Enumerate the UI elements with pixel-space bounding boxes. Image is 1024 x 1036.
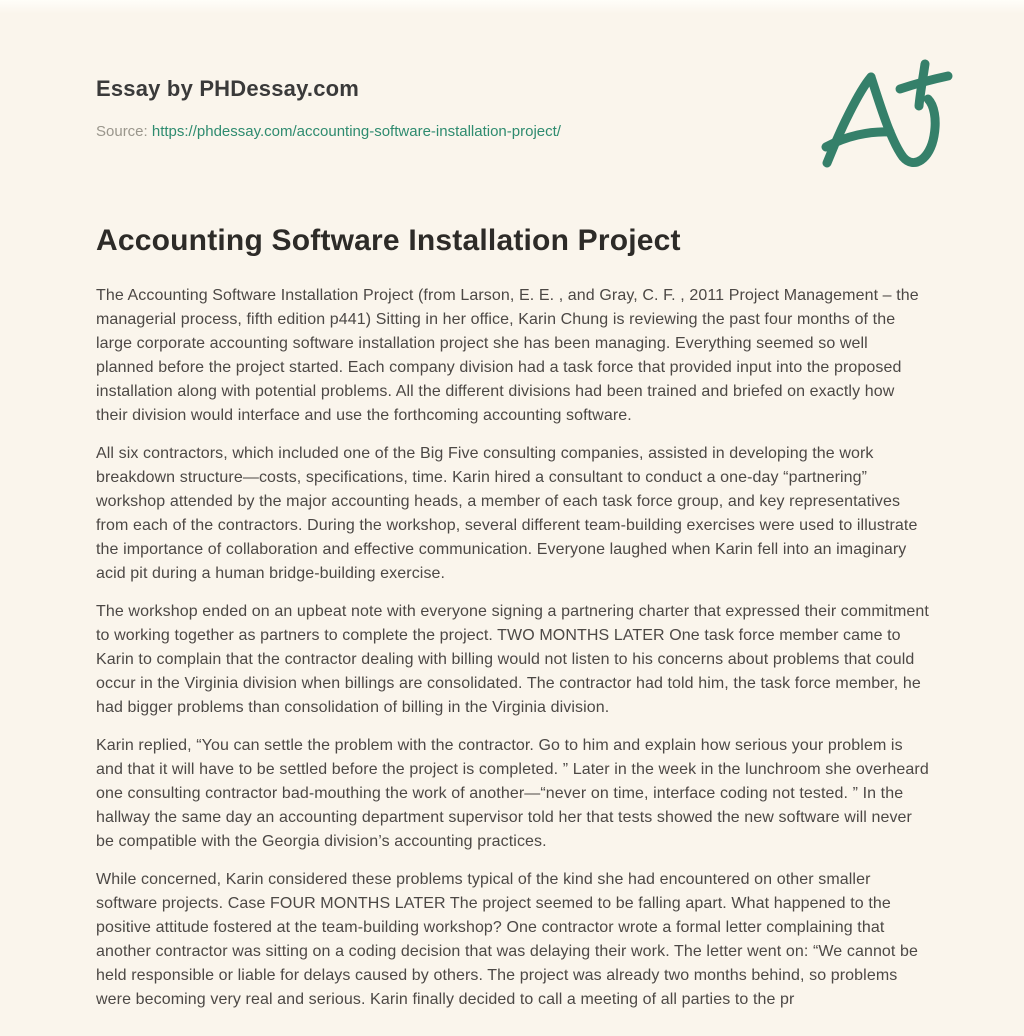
essay-paragraph-5: While concerned, Karin considered these problems typical of the kind she had encountered on other smaller software projects. Case FOUR MONTHS LATER The project seemed to be falling apart. What happened to the positive attitude fostered at the team-building workshop? One contractor wrote a formal letter complaining that another contractor was sitting on a coding decision that was delaying their work. The letter went on: “We cannot be held responsible or liable for delays caused by others. The project was already two months behind, so problems were becoming very real and serious. Karin finally decided to call a meeting of all parties to the pr (96, 871, 919, 1008)
essay-paragraph-1: The Accounting Software Installation Project (from Larson, E. E. , and Gray, C. F. , 2011 Project Management – the managerial process, fifth edition p441) Sitting in her office, Karin Chung is reviewing the past four months of the large corporate accounting software installation project she has been managing. Everything seemed so well planned before the project started. Each company division had a task force that provided input into the proposed installation along with potential problems. All the different divisions had been trained and briefed on exactly how their division would interface and use the forthcoming accounting software. (96, 287, 919, 424)
article-body (96, 284, 929, 1012)
source-url-link[interactable]: https://phdessay.com/accounting-software-installation-project/ (151, 123, 561, 140)
a-plus-logo-icon (818, 58, 960, 180)
source-line (96, 123, 928, 140)
essay-paragraph-3: The workshop ended on an upbeat note with everyone signing a partnering charter that expressed their commitment to working together as partners to complete the project. TWO MONTHS LATER One task force member came to Karin to complain that the contractor dealing with billing would not listen to his concerns about problems that could occur in the Virginia division when billings are consolidated. The contractor had told him, the task force member, he had bigger problems than consolidation of billing in the Virginia division. (96, 603, 929, 716)
article-title: Accounting Software Installation Project (96, 224, 681, 257)
source-label: Source: (96, 123, 148, 140)
site-header-title: Essay by PHDessay.com (96, 76, 360, 101)
essay-paragraph-4: Karin replied, “You can settle the problem with the contractor. Go to him and explain how serious your problem is and that it will have to be settled before the project is completed. ” Later in the week in the lunchroom she overheard one consulting contractor bad-mouthing the work of another—“never on time, interface coding not tested. ” In the hallway the same day an accounting department supervisor told her that tests showed the new software will never be compatible with the Georgia division’s accounting practices. (96, 737, 929, 850)
essay-paragraph-2: All six contractors, which included one of the Big Five consulting companies, assisted in developing the work breakdown structure—costs, specifications, time. Karin hired a consultant to conduct a one-day “partnering” workshop attended by the major accounting heads, a member of each task force group, and key representatives from each of the contractors. During the workshop, several different team-building exercises were used to illustrate the importance of collaboration and effective communication. Everyone laughed when Karin fell into an imaginary acid pit during a human bridge-building exercise. (96, 445, 918, 582)
